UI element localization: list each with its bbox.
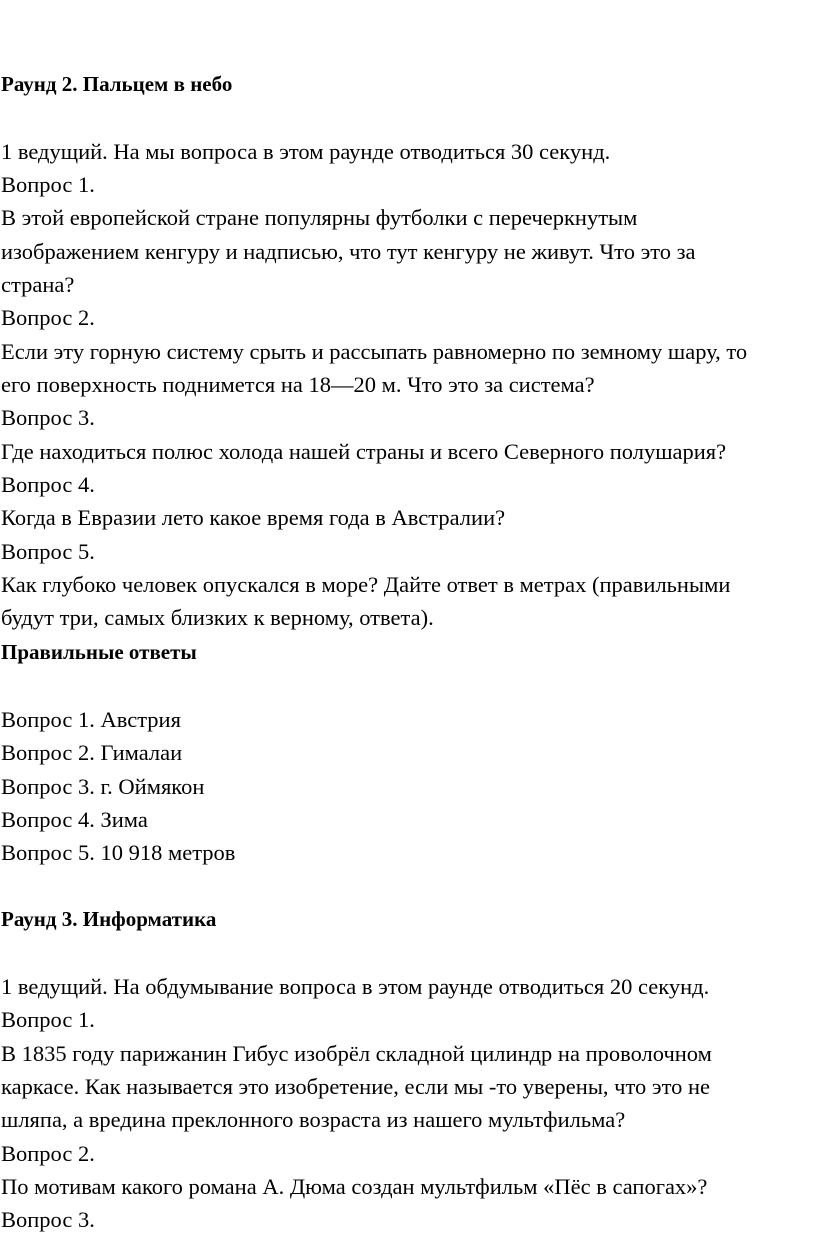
round2-q4-text-line1: Когда в Евразии лето какое время года в Австралии? — [1, 505, 506, 530]
round2-q1-label: Вопрос 1. — [1, 172, 95, 197]
round3-q3-label: Вопрос 3. — [1, 1207, 95, 1232]
round2-q1-text-line3: страна? — [1, 272, 75, 297]
answer-item: Вопрос 1. Австрия — [1, 707, 181, 732]
round3-title: Раунд 3. Информатика — [1, 907, 217, 931]
round2-q5-text-line1: Как глубоко человек опускался в море? Дайте ответ в метрах (правильными — [1, 572, 731, 597]
round2-q2-text-line2: его поверхность поднимется на 18—20 м. Что это за система? — [1, 372, 595, 397]
round2-q3-text-line1: Где находиться полюс холода нашей страны и всего Северного полушария? — [1, 439, 727, 464]
round2-q5-text-line2: будут три, самых близких к верному, ответа). — [1, 605, 434, 630]
round3-q1-text-line3: шляпа, а вредина преклонного возраста из нашего мультфильма? — [1, 1107, 626, 1132]
round2-q1-text-line2: изображением кенгуру и надписью, что тут кенгуру не живут. Что это за — [1, 239, 696, 264]
round2-q5-label: Вопрос 5. — [1, 539, 95, 564]
round2-q2-label: Вопрос 2. — [1, 305, 95, 330]
round3-q2-text-line1: По мотивам какого романа А. Дюма создан мультфильм «Пёс в сапогах»? — [1, 1174, 708, 1199]
answer-item: Вопрос 2. Гималаи — [1, 740, 183, 765]
answer-item: Вопрос 3. г. Оймякон — [1, 774, 205, 799]
round3-intro: 1 ведущий. На обдумывание вопроса в этом раунде отводиться 20 секунд. — [1, 974, 710, 999]
round2-q4-label: Вопрос 4. — [1, 472, 95, 497]
answers-title: Правильные ответы — [1, 640, 197, 664]
round2-q2-text-line1: Если эту горную систему срыть и рассыпать равномерно по земному шару, то — [1, 339, 748, 364]
round3-q1-label: Вопрос 1. — [1, 1007, 95, 1032]
round2-title: Раунд 2. Пальцем в небо — [1, 72, 233, 96]
round2-q3-label: Вопрос 3. — [1, 405, 95, 430]
round2-intro: 1 ведущий. На мы вопроса в этом раунде отводиться 30 секунд. — [1, 139, 611, 164]
round3-q2-label: Вопрос 2. — [1, 1141, 95, 1166]
round2-q1-text-line1: В этой европейской стране популярны футболки с перечеркнутым — [1, 205, 638, 230]
answer-item: Вопрос 4. Зима — [1, 807, 148, 832]
round3-q1-text-line2: каркасе. Как называется это изобретение, если мы -то уверены, что это не — [1, 1074, 711, 1099]
round3-q1-text-line1: В 1835 году парижанин Гибус изобрёл складной цилиндр на проволочном — [1, 1041, 712, 1066]
answer-item: Вопрос 5. 10 918 метров — [1, 840, 236, 865]
